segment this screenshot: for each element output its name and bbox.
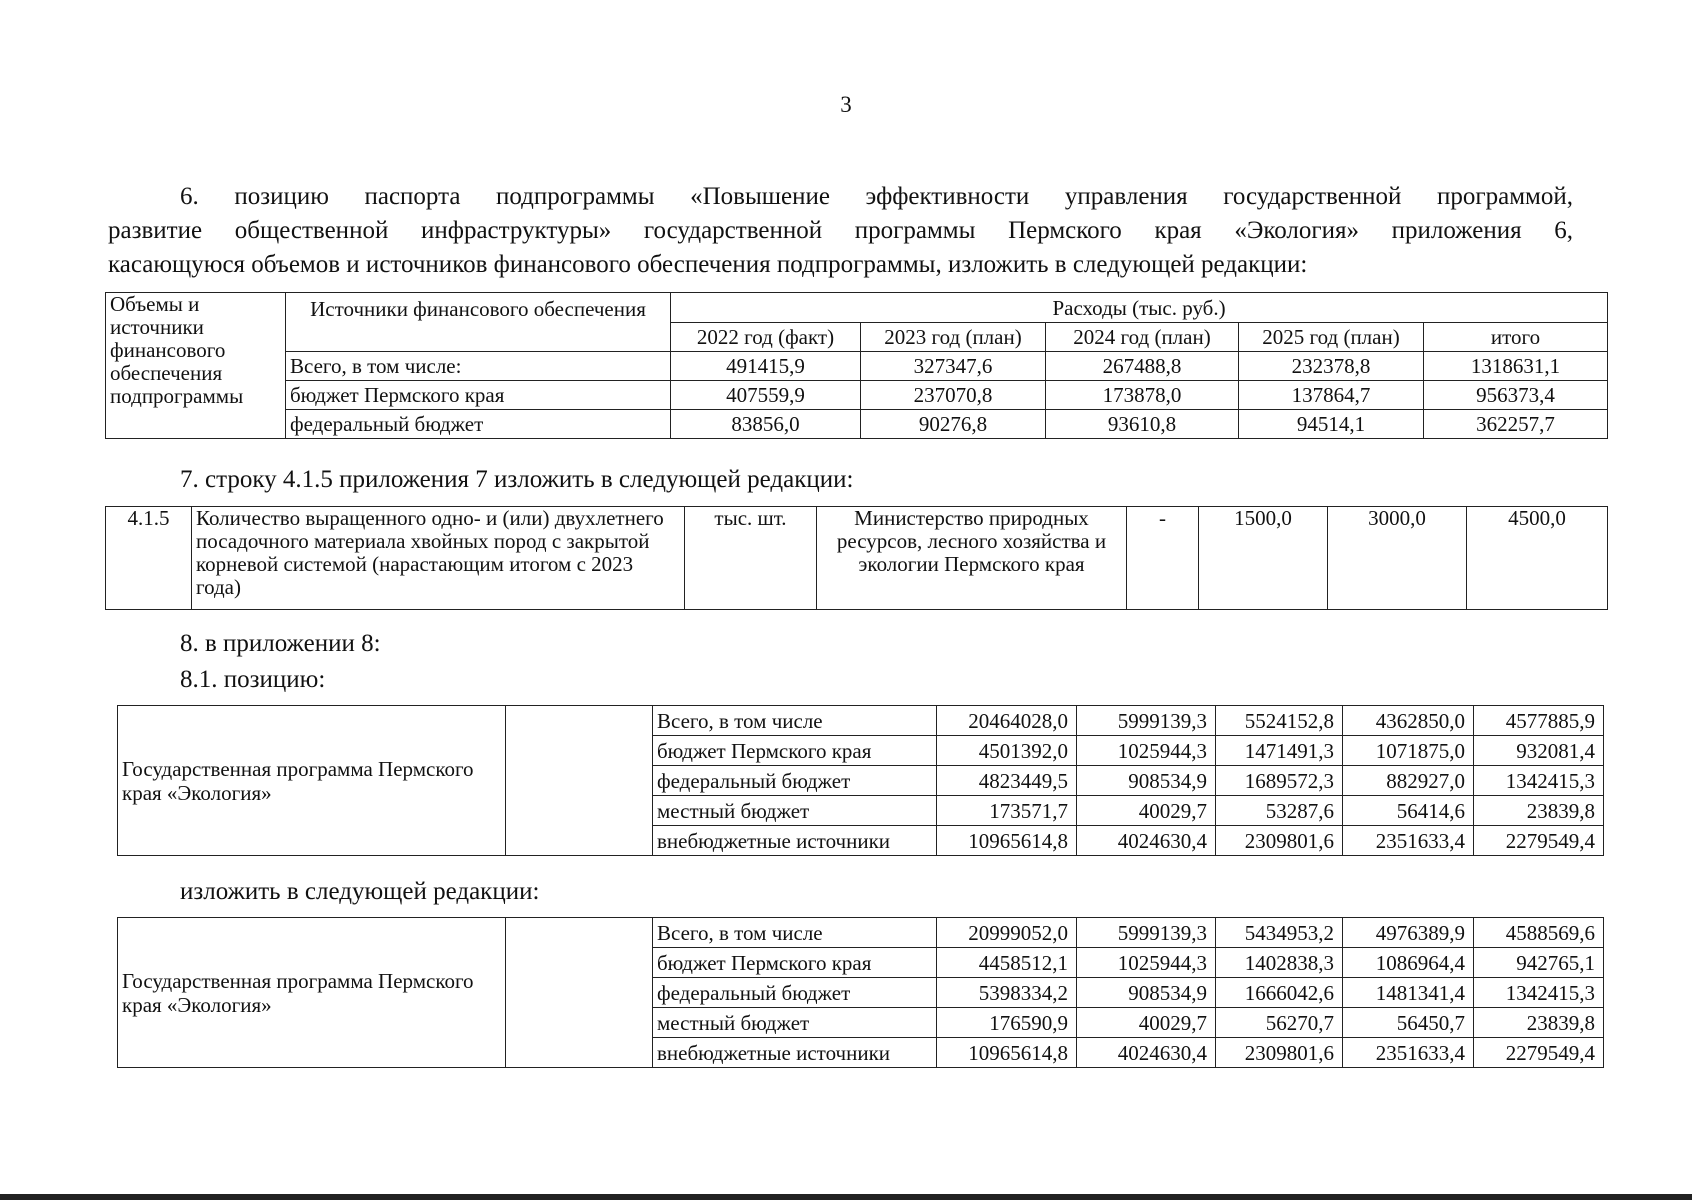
indicator-responsible: Министерство природных ресурсов, лесного хозяйства и экологии Пермского края (817, 507, 1127, 610)
section-8-heading: 8. в приложении 8: (180, 630, 381, 657)
indicator-table (105, 506, 1608, 610)
value-cell: 491415,9 (671, 352, 861, 381)
table-row (106, 352, 1608, 381)
value-cell: 10965614,8 (937, 1038, 1077, 1068)
source-cell: федеральный бюджет (653, 766, 937, 796)
value-cell: 362257,7 (1424, 410, 1608, 439)
program-table-new (117, 917, 1604, 1068)
table-row (106, 381, 1608, 410)
value-cell: 173878,0 (1046, 381, 1239, 410)
empty-cell (506, 918, 653, 1068)
section-6-line-1: 6. позицию паспорта подпрограммы «Повышение эффективности управления государственной программой, (180, 183, 1573, 210)
value-cell: 94514,1 (1239, 410, 1424, 439)
value-cell: 2309801,6 (1216, 1038, 1343, 1068)
table-row (106, 507, 1608, 610)
value-cell: 83856,0 (671, 410, 861, 439)
value-cell: 1025944,3 (1077, 736, 1216, 766)
value-cell: 56270,7 (1216, 1008, 1343, 1038)
source-cell: бюджет Пермского края (286, 381, 671, 410)
section-6-paragraph (108, 180, 1573, 282)
table-row (106, 410, 1608, 439)
value-cell: 2279549,4 (1474, 1038, 1604, 1068)
sources-header: Источники финансового обеспечения (286, 293, 671, 352)
value-cell: 176590,9 (937, 1008, 1077, 1038)
value-cell: 1086964,4 (1343, 948, 1474, 978)
value-cell: 5434953,2 (1216, 918, 1343, 948)
total-header: итого (1424, 323, 1608, 352)
value-cell: 908534,9 (1077, 766, 1216, 796)
value-cell: 1689572,3 (1216, 766, 1343, 796)
value-cell: 1071875,0 (1343, 736, 1474, 766)
value-cell: 4823449,5 (937, 766, 1077, 796)
value-cell: 1402838,3 (1216, 948, 1343, 978)
value-cell: 56414,6 (1343, 796, 1474, 826)
program-name: Государственная программа Пермского края «Экология» (118, 706, 506, 856)
value-cell: 5398334,2 (937, 978, 1077, 1008)
page-number: 3 (840, 92, 852, 117)
replace-heading: изложить в следующей редакции: (180, 878, 540, 905)
year-header: 2022 год (факт) (671, 323, 861, 352)
value-cell: 2309801,6 (1216, 826, 1343, 856)
value-cell: 1342415,3 (1474, 766, 1604, 796)
value-cell: 2351633,4 (1343, 826, 1474, 856)
value-cell: 4362850,0 (1343, 706, 1474, 736)
section-6-line-3: касающуюся объемов и источников финансового обеспечения подпрограммы, изложить в следующей редакции: (108, 251, 1308, 278)
table-row (118, 706, 1604, 736)
value-cell: 1471491,3 (1216, 736, 1343, 766)
source-cell: Всего, в том числе (653, 706, 937, 736)
value-cell: 4501392,0 (937, 736, 1077, 766)
value-cell: 4588569,6 (1474, 918, 1604, 948)
value-cell: 53287,6 (1216, 796, 1343, 826)
year-header: 2024 год (план) (1046, 323, 1239, 352)
source-cell: Всего, в том числе: (286, 352, 671, 381)
program-name: Государственная программа Пермского края «Экология» (118, 918, 506, 1068)
value-cell: 2351633,4 (1343, 1038, 1474, 1068)
value-cell: 956373,4 (1424, 381, 1608, 410)
value-cell: 4500,0 (1467, 507, 1608, 610)
value-cell: 942765,1 (1474, 948, 1604, 978)
year-header: 2023 год (план) (861, 323, 1046, 352)
section-7-heading: 7. строку 4.1.5 приложения 7 изложить в следующей редакции: (180, 466, 854, 493)
value-cell: 23839,8 (1474, 1008, 1604, 1038)
year-header: 2025 год (план) (1239, 323, 1424, 352)
source-cell: федеральный бюджет (653, 978, 937, 1008)
table-row (118, 918, 1604, 948)
value-cell: 2279549,4 (1474, 826, 1604, 856)
indicator-description: Количество выращенного одно- и (или) двухлетнего посадочного материала хвойных пород с закрытой корневой системой (нарастающим итогом с 2023 года) (192, 507, 685, 610)
empty-cell (506, 706, 653, 856)
value-cell: 4458512,1 (937, 948, 1077, 978)
value-cell: 40029,7 (1077, 796, 1216, 826)
indicator-unit: тыс. шт. (685, 507, 817, 610)
value-cell: 23839,8 (1474, 796, 1604, 826)
value-cell: 5999139,3 (1077, 706, 1216, 736)
source-cell: внебюджетные источники (653, 826, 937, 856)
value-cell: 237070,8 (861, 381, 1046, 410)
value-cell: 1342415,3 (1474, 978, 1604, 1008)
value-cell: 908534,9 (1077, 978, 1216, 1008)
value-cell: 5524152,8 (1216, 706, 1343, 736)
section-6-line-2: развитие общественной инфраструктуры» государственной программы Пермского края «Экология» приложения 6, (108, 217, 1573, 244)
value-cell: 1025944,3 (1077, 948, 1216, 978)
program-table-old (117, 705, 1604, 856)
value-cell: 4577885,9 (1474, 706, 1604, 736)
value-cell: - (1127, 507, 1199, 610)
indicator-number: 4.1.5 (106, 507, 192, 610)
value-cell: 4024630,4 (1077, 1038, 1216, 1068)
value-cell: 40029,7 (1077, 1008, 1216, 1038)
value-cell: 232378,8 (1239, 352, 1424, 381)
source-cell: внебюджетные источники (653, 1038, 937, 1068)
source-cell: Всего, в том числе (653, 918, 937, 948)
section-8-1-heading: 8.1. позицию: (180, 666, 326, 693)
value-cell: 20464028,0 (937, 706, 1077, 736)
value-cell: 1666042,6 (1216, 978, 1343, 1008)
value-cell: 5999139,3 (1077, 918, 1216, 948)
value-cell: 90276,8 (861, 410, 1046, 439)
value-cell: 137864,7 (1239, 381, 1424, 410)
source-cell: бюджет Пермского края (653, 736, 937, 766)
value-cell: 56450,7 (1343, 1008, 1474, 1038)
value-cell: 407559,9 (671, 381, 861, 410)
value-cell: 173571,7 (937, 796, 1077, 826)
value-cell: 327347,6 (861, 352, 1046, 381)
value-cell: 932081,4 (1474, 736, 1604, 766)
value-cell: 4976389,9 (1343, 918, 1474, 948)
value-cell: 20999052,0 (937, 918, 1077, 948)
passport-row-label: Объемы и источники финансового обеспечения подпрограммы (106, 293, 286, 439)
source-cell: федеральный бюджет (286, 410, 671, 439)
value-cell: 10965614,8 (937, 826, 1077, 856)
value-cell: 93610,8 (1046, 410, 1239, 439)
value-cell: 4024630,4 (1077, 826, 1216, 856)
value-cell: 267488,8 (1046, 352, 1239, 381)
passport-finance-table (105, 292, 1608, 439)
value-cell: 1500,0 (1199, 507, 1328, 610)
value-cell: 1481341,4 (1343, 978, 1474, 1008)
source-cell: бюджет Пермского края (653, 948, 937, 978)
value-cell: 3000,0 (1328, 507, 1467, 610)
value-cell: 1318631,1 (1424, 352, 1608, 381)
source-cell: местный бюджет (653, 796, 937, 826)
expenses-header: Расходы (тыс. руб.) (671, 293, 1608, 323)
scan-bottom-edge (0, 1194, 1692, 1200)
value-cell: 882927,0 (1343, 766, 1474, 796)
source-cell: местный бюджет (653, 1008, 937, 1038)
